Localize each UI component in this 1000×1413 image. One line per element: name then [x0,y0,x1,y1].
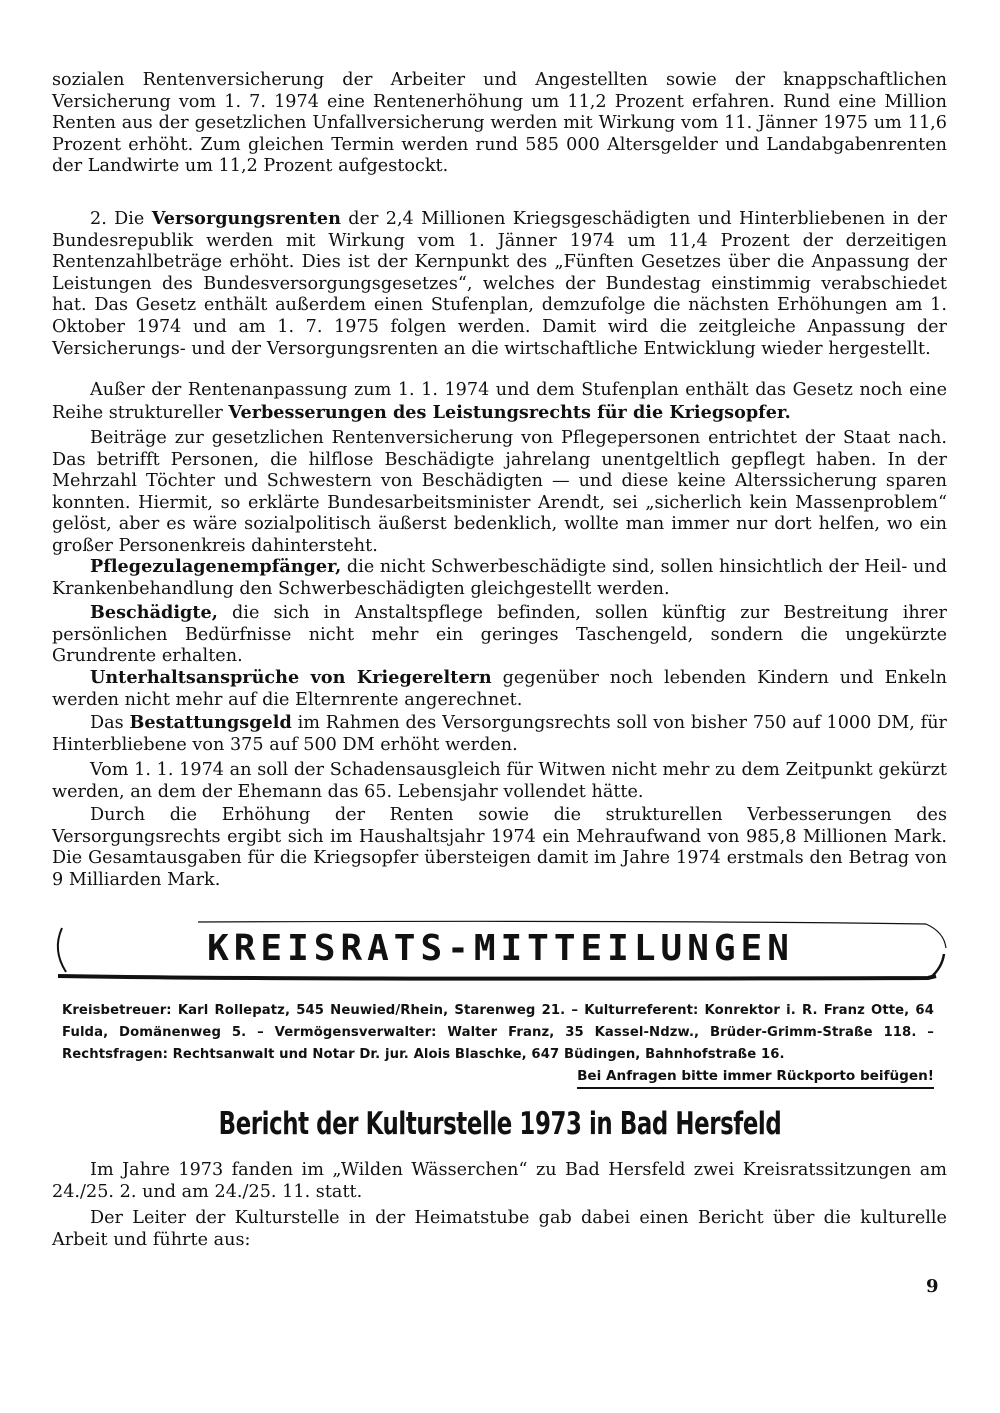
return-postage-notice: Bei Anfragen bitte immer Rückporto beifügen! [577,1068,934,1089]
contact-block [62,1000,934,1066]
paragraph-bericht-leiter [52,1208,947,1251]
contact-value: Karl Rollepatz, 545 Neuwied/Rhein, Starenweg 21. – [171,1003,585,1018]
banner-title: KREISRATS-MITTEILUNGEN [207,928,794,969]
paragraph-text: sozialen Rentenversicherung der Arbeiter und Angestellten sowie der knappschaftlichen Versicherung vom 1. 7. 1974 eine Rentenerhöhung um 11,2 Prozent erfahren. Rund eine Million Renten aus der gesetzlichen Unfallversicherung werden mit Wirkung vom 11. Jänner 1975 um 11,6 Prozent erhöht. Zum gleichen Termin werden rund 585 000 Altersgelder und Landabgabenrenten der Landwirte um 11,2 Prozent aufgestockt. [52,70,947,177]
paragraph-text: Der Leiter der Kulturstelle in der Heimatstube gab dabei einen Bericht über die kulturelle Arbeit und führte aus: [52,1208,947,1250]
section-heading: Bericht der Kulturstelle 1973 in Bad Hersfeld [218,1106,782,1142]
bold-term: Bestattungsgeld [129,712,292,733]
bold-term: Beschädigte, [90,602,218,623]
paragraph-unterhaltsansprueche [52,667,947,711]
paragraph-text: im Rahmen des Versorgungsrechts soll von bisher 750 auf 1000 DM, für Hinterbliebene von 375 auf 500 DM erhöht werden. [52,713,947,755]
contact-label: Kreisbetreuer: [62,1003,172,1018]
contact-value: Rechtsanwalt und Notar Dr. jur. Alois Blaschke, 647 Büdingen, Bahnhofstraße 16. [167,1047,785,1062]
paragraph-text: die nicht Schwerbeschädigte sind, sollen hinsichtlich der Heil- und Krankenbehandlung den Schwerbeschädigten gleichgestellt werden. [52,557,947,599]
paragraph-pflegezulagenempfaenger [52,556,947,600]
kreisrats-banner [48,920,953,982]
paragraph-mehraufwand [52,805,947,891]
paragraph-strukturelle-verbesserungen [52,380,947,424]
bold-term: Pflegezulagenempfänger, [90,556,342,577]
contact-label: Vermögensverwalter: [274,1025,437,1040]
paragraph-text: Beiträge zur gesetzlichen Rentenversicherung von Pflegepersonen entrichtet der Staat nach. Das betrifft Personen, die hilflose Beschädigte jahrelang unentgeltlich gepflegt haben. In der Mehrzahl Töchter und Schwestern von Beschädigten — und diese keine Alterssicherung sparen konnten. Hiermit, so erklärte Bundesarbeitsminister Arendt, sei „sicherlich kein Massenproblem“ gelöst, aber es wäre sozialpolitisch äußerst bedenklich, wollte man immer nur dort helfen, wo ein großer Personenkreis dahintersteht. [52,428,947,556]
paragraph-pflegepersonen [52,428,947,558]
paragraph-pension-increase [52,70,947,178]
contact-label: Rechtsfragen: [62,1047,168,1062]
paragraph-schadensausgleich [52,760,947,803]
contact-value: Konrektor i. R. Franz Otte, 64 Fulda, Domänenweg 5. – [62,1003,934,1040]
paragraph-text: die sich in Anstaltspflege befinden, sollen künftig zur Bestreitung ihrer persönlichen Bedürfnisse nicht mehr ein geringes Taschengeld, sondern die ungekürzte Grundrente erhalten. [52,603,947,667]
bold-term: Verbesserungen des Leistungsrechts für die Kriegsopfer. [228,401,791,423]
paragraph-versorgungsrenten [52,208,947,360]
bold-term: Versorgungsrenten [151,208,341,229]
paragraph-kreisratssitzungen [52,1160,947,1203]
paragraph-text: 2. Die [90,209,152,229]
paragraph-text: Vom 1. 1. 1974 an soll der Schadensausgleich für Witwen nicht mehr zu dem Zeitpunkt gekürzt werden, an dem der Ehemann das 65. Lebensjahr vollendet hätte. [52,760,947,802]
paragraph-text: Das [90,713,130,733]
paragraph-beschaedigte [52,602,947,668]
paragraph-text: Durch die Erhöhung der Renten sowie die strukturellen Verbesserungen des Versorgungsrechts ergibt sich im Haushaltsjahr 1974 ein Mehraufwand von 985,8 Millionen Mark. Die Gesamtausgaben für die Kriegsopfer übersteigen damit im Jahre 1974 erstmals den Betrag von 9 Milliarden Mark. [52,805,947,890]
paragraph-text: Außer der Rentenanpassung zum 1. 1. 1974 und dem Stufenplan enthält das Gesetz noch eine Reihe struktureller [52,380,947,423]
bold-term: Unterhaltsansprüche von Kriegereltern [90,667,492,688]
paragraph-text: der 2,4 Millionen Kriegsgeschädigten und Hinterbliebenen in der Bundesrepublik werden mit Wirkung vom 1. Jänner 1974 um 11,4 Prozent der derzeitigen Rentenzahlbeträge erhöht. Dies ist der Kernpunkt des „Fünften Gesetzes über die Anpassung der Leistungen des Bundesversorgungsgesetzes“, welches der Bundestag einstimmig verabschiedet hat. Das Gesetz enthält außerdem einen Stufenplan, demzufolge die nächsten Erhöhungen am 1. Oktober 1974 und am 1. 7. 1975 folgen werden. Damit wird die zeitgleiche Anpassung der Versicherungs- und der Versorgungsrenten an die wirtschaftliche Entwicklung wieder hergestellt. [52,209,947,359]
contact-value: Walter Franz, 35 Kassel-Ndzw., Brüder-Grimm-Straße 118. – [436,1025,934,1040]
paragraph-bestattungsgeld [52,712,947,756]
paragraph-text: Im Jahre 1973 fanden im „Wilden Wässerchen“ zu Bad Hersfeld zwei Kreisratssitzungen am 24./25. 2. und am 24./25. 11. statt. [52,1160,947,1202]
paragraph-text: gegenüber noch lebenden Kindern und Enkeln werden nicht mehr auf die Elternrente angerechnet. [52,668,947,710]
page-number: 9 [926,1276,939,1297]
contact-label: Kulturreferent: [584,1003,699,1018]
